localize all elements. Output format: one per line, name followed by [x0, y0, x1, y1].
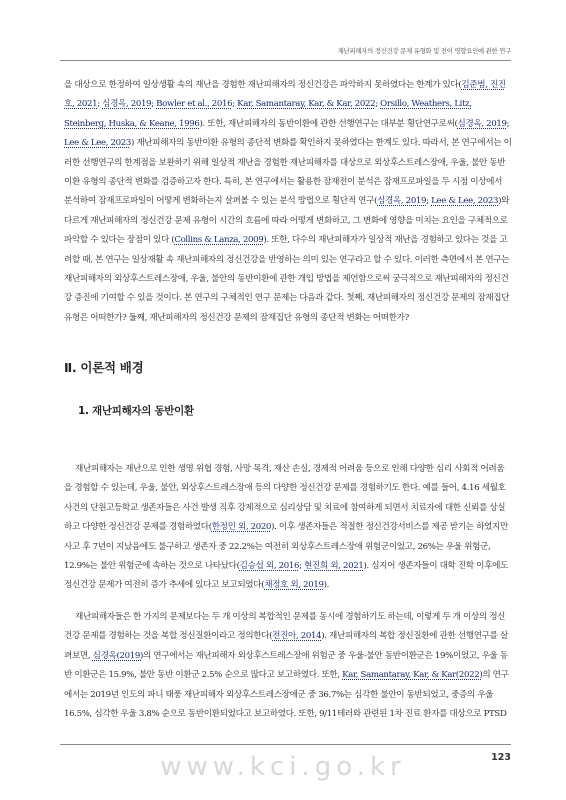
citation-link[interactable]: Orsillo, Weathers, Litz, Steinberg, Huska, & Keane, 1996 [64, 99, 472, 129]
citation-link[interactable]: Kar, Samantaray, Kar, & Kar, 2022 [237, 99, 376, 110]
subsection-heading: 1. 재난피해자의 동반이환 [78, 405, 194, 417]
citation-link[interactable]: 김승섭 외, 2016 [239, 561, 300, 572]
footer-rule [60, 744, 511, 745]
page-number: 123 [491, 752, 511, 763]
body-text: ; [232, 99, 238, 110]
citation-link[interactable]: 한정민 외, 2020 [211, 522, 272, 533]
body-text: ). 재난피해자의 복합 정신질환에 관한 선행연구를 살펴보면, [64, 631, 508, 661]
body-text: ; [426, 196, 432, 207]
intro-paragraph [64, 76, 512, 328]
running-title: 재난피해자의 정신건강 문제 유형화 및 전이 영향요인에 관한 연구 [337, 48, 511, 55]
body-text: ). 심지어 생존자들이 대학 진학 이후에도 정신건강 문제가 여전히 증가 추세에 있다고 보고되었다( [64, 561, 508, 591]
body-text: ). [323, 580, 330, 591]
body-text: 의 연구에서는 재난피해자 외상후스트레스장애 위험군 중 우울-불안 동반이환군은 19%이었고, 우울 동반 이환군은 15.9%, 불안 동반 이환군 2.5% 순으로 많다고 보고하였다. 또한, [64, 650, 508, 681]
body-text: ; [97, 99, 103, 110]
body-text: 을 대상으로 한정하여 일상생활 속의 재난을 경험한 재난피해자의 정신건강은 파악하지 못하였다는 한계가 있다( [64, 80, 462, 90]
body-text: ). 또한, 재난피해자의 동반이환에 관한 선행연구는 대부분 횡단연구로써( [199, 118, 458, 129]
body-text: ). 또한, 다수의 재난피해자가 일상적 재난을 경험하고 있다는 것을 고려할 때, 본 연구는 일상재활 속 재난피해자의 정신건강을 반영하는 의미 있는 연구라고 할 수 있다. 이러한 측면에서 본 연구는 재난피해자의 외상후스트레스장애, 우울, 불안의 동반이환에 관한 개입 방법을 제언함으로써 궁극적으로 재난피해자의 정신건강 증진에 기여할 수 있을 것이다. 본 연구의 구체적인 연구 문제는 다음과 같다. 첫째, 재난피해자의 정신건강 문제의 잠재집단 유형은 어떠한가? 둘째, 재난피해자의 정신건강 문제의 잠재집단 유형의 종단적 변화는 어떠한가? [64, 235, 510, 323]
citation-link[interactable]: 채정호 외, 2019 [264, 580, 324, 591]
citation-link[interactable]: Kar, Samantaray, Kar, & Kar(2022) [342, 670, 483, 681]
citation-link[interactable]: 전진아, 2014 [272, 631, 322, 642]
citation-link[interactable]: 현진희 외, 2021 [304, 561, 364, 572]
kci-watermark: www.kci.go.kr [160, 752, 406, 782]
citation-link[interactable]: 김준범, 진진호, 2021 [64, 80, 506, 110]
running-header [60, 44, 511, 61]
body-text: 의 연구에서는 2019년 인도의 파니 태풍 재난피해자 외상후스트레스장애군 중 36.7%는 심각한 불안이 동반되었고, 중증의 우울 16.5%, 심각한 우울 3.8% 순으로 동반이환되었다고 보고하였다. 또한, 9/11테러와 관련된 1차 진료 환자를 대상으로 PTSD [64, 670, 509, 720]
body-text: )와 다르게 재난피해자의 정신건강 문제 유형이 시간의 흐름에 따라 어떻게 변화하고, 그 변화에 영향을 미치는 요인을 구체적으로 파악할 수 있다는 장점이 있다 ( [64, 196, 510, 246]
body-text: ; [151, 99, 157, 110]
body-text: 재난피해자는 재난으로 인한 생명 위협 경험, 사망 목격, 재산 손실, 경제적 어려움 등으로 인해 다양한 심리 사회적 어려움을 경험할 수 있는데, 우울, 불안, 외상후스트레스장애 등의 다양한 정신건강 문제를 경험하기도 한다. 예를 들어, 4.16 세월호 사건의 단원고등학교 생존자들은 사건 발생 직후 강제적으로 심리상담 및 치료에 참여하게 되면서 치료자에 대한 신뢰를 상실하고 다양한 정신건강 문제를 경험하였다( [64, 464, 506, 533]
section-heading: Ⅱ. 이론적 배경 [64, 360, 144, 375]
body-text: ). 이후 생존자들은 적절한 정신건강서비스를 제공 받기는 하였지만 사고 후 7년이 지났음에도 불구하고 생존자 중 22.2%는 여전히 외상후스트레스장애 위험군이었고, 26%는 우울 위험군, 12.9%는 불안 위험군에 속하는 것으로 나타났다( [64, 522, 508, 572]
body-paragraph-1 [64, 460, 512, 596]
citation-link[interactable]: 심경옥, 2019 [457, 118, 507, 129]
body-paragraph-2 [64, 608, 512, 724]
body-text: ; [375, 99, 381, 110]
body-text: 재난피해자들은 한 가지의 문제보다는 두 개 이상의 복합적인 문제를 동시에 경험하기도 하는데, 이렇게 두 개 이상의 정신건강 문제를 경험하는 것을 복합 정신질환이라고 정의한다( [64, 612, 506, 642]
body-text: ) 재난피해자의 동반이환 유형의 종단적 변화를 확인하지 못하였다는 한계도 있다. 따라서, 본 연구에서는 이러한 선행연구의 한계점을 보완하기 위해 일상적 재난을 경험한 재난피해자를 대상으로 외상후스트레스장애, 우울, 불안 동반이환 유형의 종단적 변화를 검증하고자 한다. 특히, 본 연구에서는 활용한 잠재전이 분석은 잠재프로파일을 두 시점 이상에서 분석하여 잠재프로파일이 어떻게 변화하는지 살펴볼 수 있는 분석 방법으로 횡단적 연구( [64, 138, 512, 207]
citation-link[interactable]: 심경옥, 2019 [102, 99, 152, 110]
citation-link[interactable]: 심경옥(2019) [92, 650, 143, 661]
citation-link[interactable]: Lee & Lee, 2023 [431, 196, 499, 207]
citation-link[interactable]: Collins & Lanza, 2009 [174, 235, 264, 246]
body-text: ; [506, 118, 510, 129]
citation-link[interactable]: Lee & Lee, 2023 [64, 138, 131, 149]
citation-link[interactable]: 심경옥, 2019 [377, 196, 427, 207]
citation-link[interactable]: Bowler et al., 2016 [156, 99, 233, 110]
body-text: ; [299, 561, 305, 572]
